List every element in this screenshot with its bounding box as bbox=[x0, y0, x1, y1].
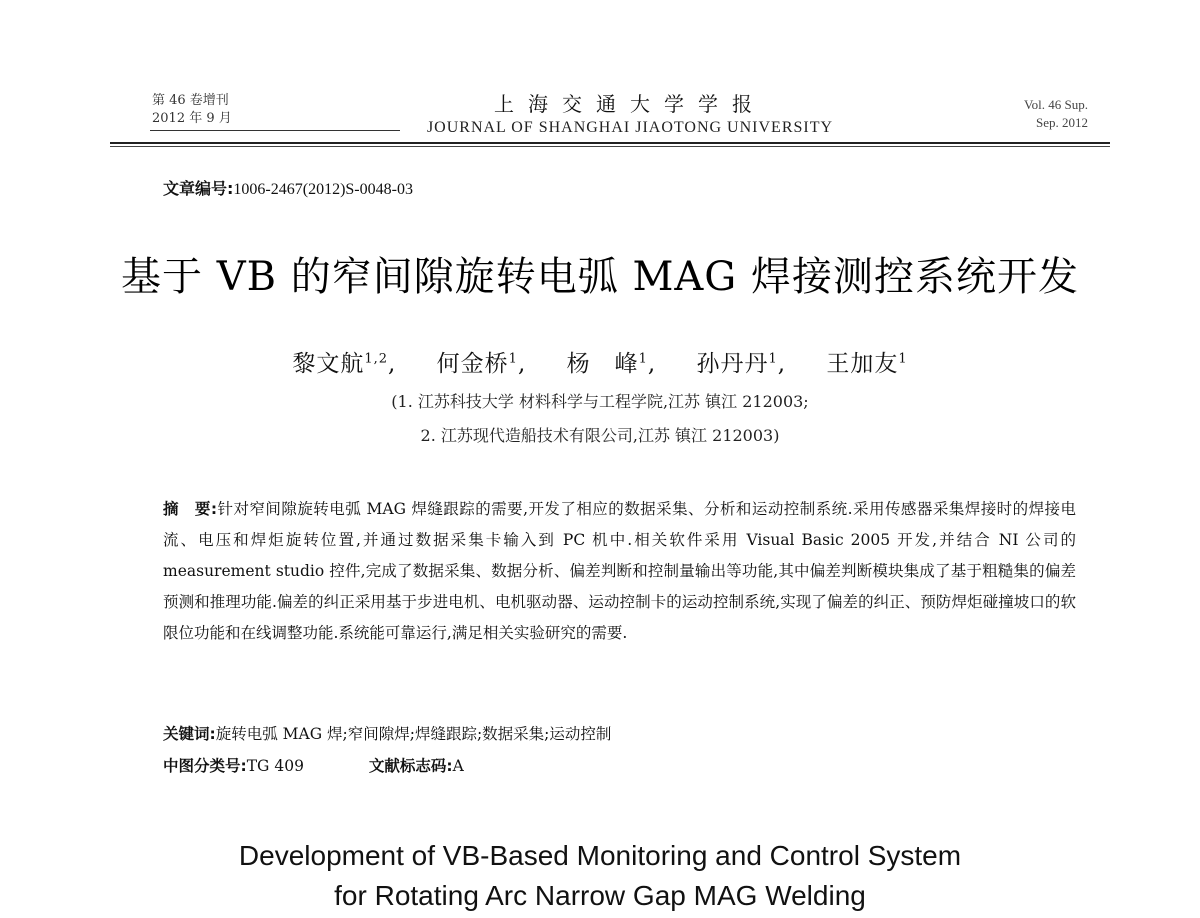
author-name: 王加友 bbox=[826, 351, 899, 377]
author: 杨 峰$^1$, bbox=[566, 351, 657, 377]
date-line: 2012 年 9 月 bbox=[152, 111, 232, 126]
classification bbox=[163, 754, 464, 776]
journal-title-en: JOURNAL OF SHANGHAI JIAOTONG UNIVERSITY bbox=[426, 119, 834, 136]
keywords-text: 旋转电弧 MAG 焊;窄间隙焊;焊缝跟踪;数据采集;运动控制 bbox=[215, 725, 612, 743]
abstract bbox=[163, 494, 1076, 649]
author-name: 孙丹丹 bbox=[696, 351, 769, 377]
journal-title-zh: 上海交通大学学报 bbox=[494, 92, 766, 116]
author: 孙丹丹$^1$, bbox=[696, 351, 787, 377]
volume-line-en: Vol. 46 Sup. bbox=[1023, 97, 1088, 112]
header-rule-thin bbox=[110, 146, 1110, 147]
keywords-label: 关键词: bbox=[163, 725, 216, 743]
article-number bbox=[163, 176, 413, 199]
author-name: 黎文航 bbox=[292, 351, 365, 377]
journal-masthead bbox=[380, 88, 880, 137]
affiliation-1: (1. 江苏科技大学 材料科学与工程学院,江苏 镇江 212003; bbox=[391, 392, 809, 411]
volume-line: 第 46 卷增刊 bbox=[152, 93, 229, 108]
paper-title-en-line1: Development of VB-Based Monitoring and Control System bbox=[238, 840, 962, 871]
date-line-en: Sep. 2012 bbox=[1036, 115, 1088, 130]
abstract-text: 针对窄间隙旋转电弧 MAG 焊缝跟踪的需要,开发了相应的数据采集、分析和运动控制系统.采用传感器采集焊接时的焊接电流、电压和焊炬旋转位置,并通过数据采集卡输入到 PC 机中.相关软件采用 Visual Basic 2005 开发,并结合 NI 公司的 measurement studio 控件,完成了数据采集、数据分析、偏差判断和控制量输出等功能,其中偏差判断模块集成了基于粗糙集的偏差预测和推理功能.偏差的纠正采用基于步进电机、电机驱动器、运动控制卡的运动控制系统,实现了偏差的纠正、预防焊炬碰撞坡口的软限位功能和在线调整功能.系统能可靠运行,满足相关实验研究的需要. bbox=[163, 500, 1076, 642]
author-affil-mark: 1 bbox=[768, 351, 778, 367]
clc-label: 中图分类号: bbox=[163, 757, 247, 775]
author-affil-mark: 1,2 bbox=[364, 351, 389, 367]
paper-title-zh: 基于 VB 的窄间隙旋转电弧 MAG 焊接测控系统开发 bbox=[121, 254, 1079, 300]
keywords bbox=[163, 722, 611, 744]
header-rule-short bbox=[150, 130, 400, 131]
article-number-value: 1006-2467(2012)S-0048-03 bbox=[233, 181, 413, 198]
author: 何金桥$^1$, bbox=[436, 351, 527, 377]
doc-code bbox=[369, 757, 464, 775]
volume-info-en bbox=[1024, 96, 1088, 132]
author: 黎文航$^{1,2}$, bbox=[292, 351, 397, 377]
doc-code-label: 文献标志码: bbox=[368, 757, 453, 775]
article-number-label: 文章编号: bbox=[163, 179, 234, 198]
doc-code-value: A bbox=[452, 757, 464, 775]
author-affil-mark: 1 bbox=[508, 351, 518, 367]
volume-info bbox=[152, 92, 232, 128]
paper-title-en-line2: for Rotating Arc Narrow Gap MAG Welding bbox=[334, 880, 866, 911]
header-rule-thick bbox=[110, 142, 1110, 144]
author-affil-mark: 1 bbox=[638, 351, 648, 367]
author-list bbox=[0, 345, 1200, 378]
clc-value: TG 409 bbox=[246, 757, 304, 775]
author-name: 杨 峰 bbox=[566, 351, 639, 377]
affiliation-2: 2. 江苏现代造船技术有限公司,江苏 镇江 212003) bbox=[420, 426, 780, 445]
abstract-label: 摘 要: bbox=[163, 500, 218, 518]
author bbox=[826, 351, 907, 377]
paper-title-en bbox=[0, 836, 1200, 916]
author-name: 何金桥 bbox=[436, 351, 509, 377]
author-affil-mark: 1 bbox=[898, 351, 908, 367]
